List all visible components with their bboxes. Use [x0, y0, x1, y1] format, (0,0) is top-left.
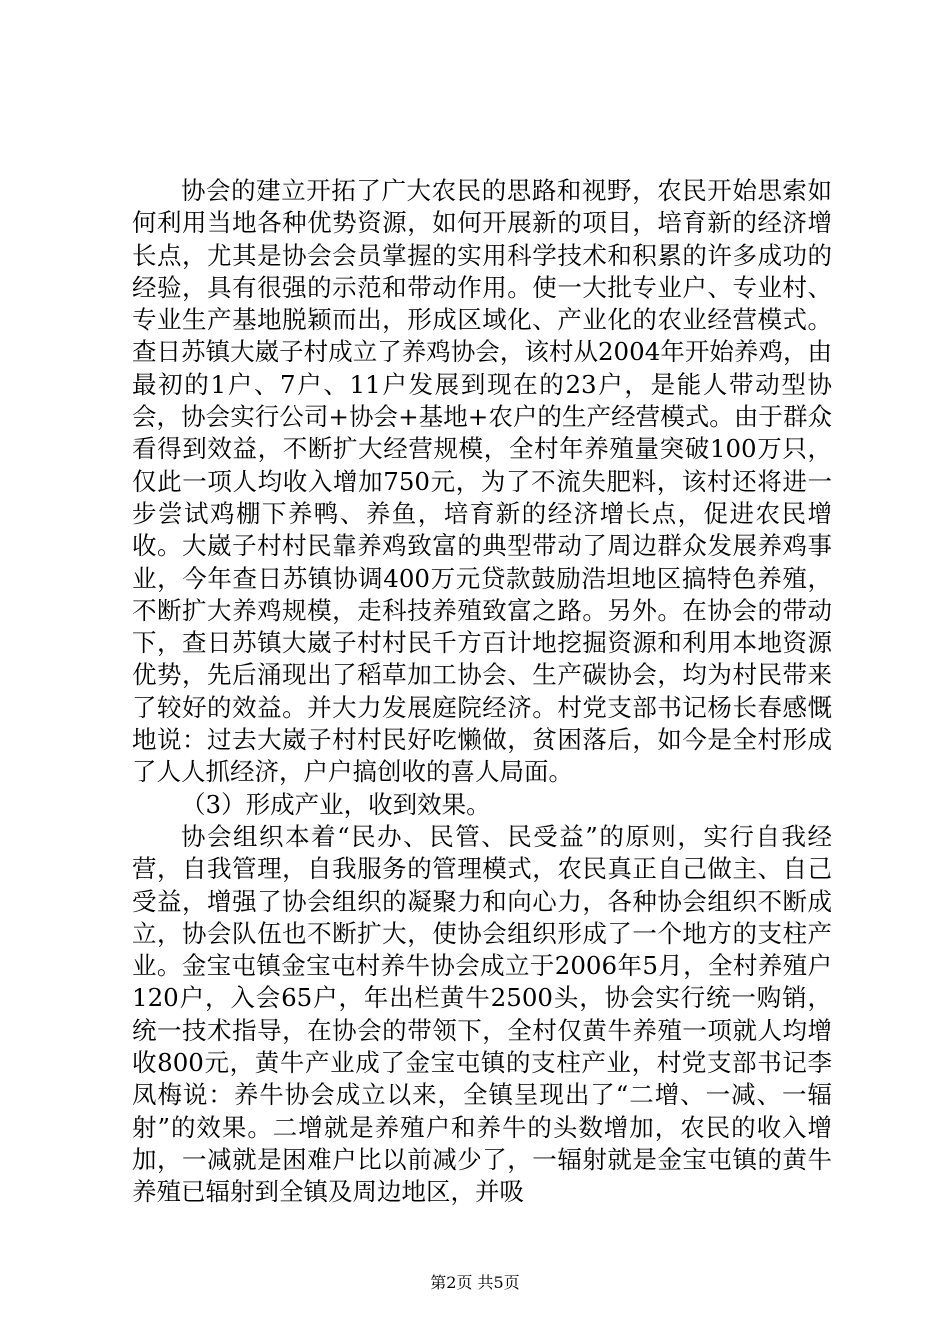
body-paragraph-2: 协会组织本着“民办、民管、民受益”的原则，实行自我经营，自我管理，自我服务的管理模式，农民真正自己做主、自己受益，增强了协会组织的凝聚力和向心力，各种协会组织不断成立，协会队伍也不断扩大，使协会组织形成了一个地方的支柱产业。金宝屯镇金宝屯村养牛协会成立于2006年5月，全村养殖户120户，入会65户，年出栏黄牛2500头，协会实行统一购销，统一技术指导，在协会的带领下，全村仅黄牛养殖一项就人均增收800元，黄牛产业成了金宝屯镇的支柱产业，村党支部书记李凤梅说：养牛协会成立以来，全镇呈现出了“二增、一减、一辐射”的效果。二增就是养殖户和养牛的头数增加，农民的收入增加，一减就是困难户比以前减少了，一辐射就是金宝屯镇的黄牛养殖已辐射到全镇及周边地区，并吸 — [132, 821, 832, 1207]
section-heading: （3）形成产业，收到效果。 — [181, 789, 491, 819]
document-body — [132, 175, 832, 1209]
body-paragraph-1: 协会的建立开拓了广大农民的思路和视野，农民开始思索如何利用当地各种优势资源，如何开展新的项目，培育新的经济增长点，尤其是协会会员掌握的实用科学技术和积累的许多成功的经验，具有很强的示范和带动作用。使一大批专业户、专业村、专业生产基地脱颖而出，形成区域化、产业化的农业经营模式。查日苏镇大崴子村成立了养鸡协会，该村从2004年开始养鸡，由最初的1户、7户、11户发展到现在的23户，是能人带动型协会，协会实行公司+协会+基地+农户的生产经营模式。由于群众看得到效益，不断扩大经营规模，全村年养殖量突破100万只，仅此一项人均收入增加750元，为了不流失肥料，该村还将进一步尝试鸡棚下养鸭、养鱼，培育新的经济增长点，促进农民增收。大崴子村村民靠养鸡致富的典型带动了周边群众发展养鸡事业，今年查日苏镇协调400万元贷款鼓励浩坦地区搞特色养殖，不断扩大养鸡规模，走科技养殖致富之路。另外。在协会的带动下，查日苏镇大崴子村村民千方百计地挖掘资源和利用本地资源优势，先后涌现出了稻草加工协会、生产碳协会，均为村民带来了较好的效益。并大力发展庭院经济。村党支部书记杨长春感慨地说：过去大崴子村村民好吃懒做，贫困落后，如今是全村形成了人人抓经济，户户搞创收的喜人局面。 — [132, 176, 832, 787]
page-number-footer: 第2页 共5页 — [430, 1273, 520, 1292]
